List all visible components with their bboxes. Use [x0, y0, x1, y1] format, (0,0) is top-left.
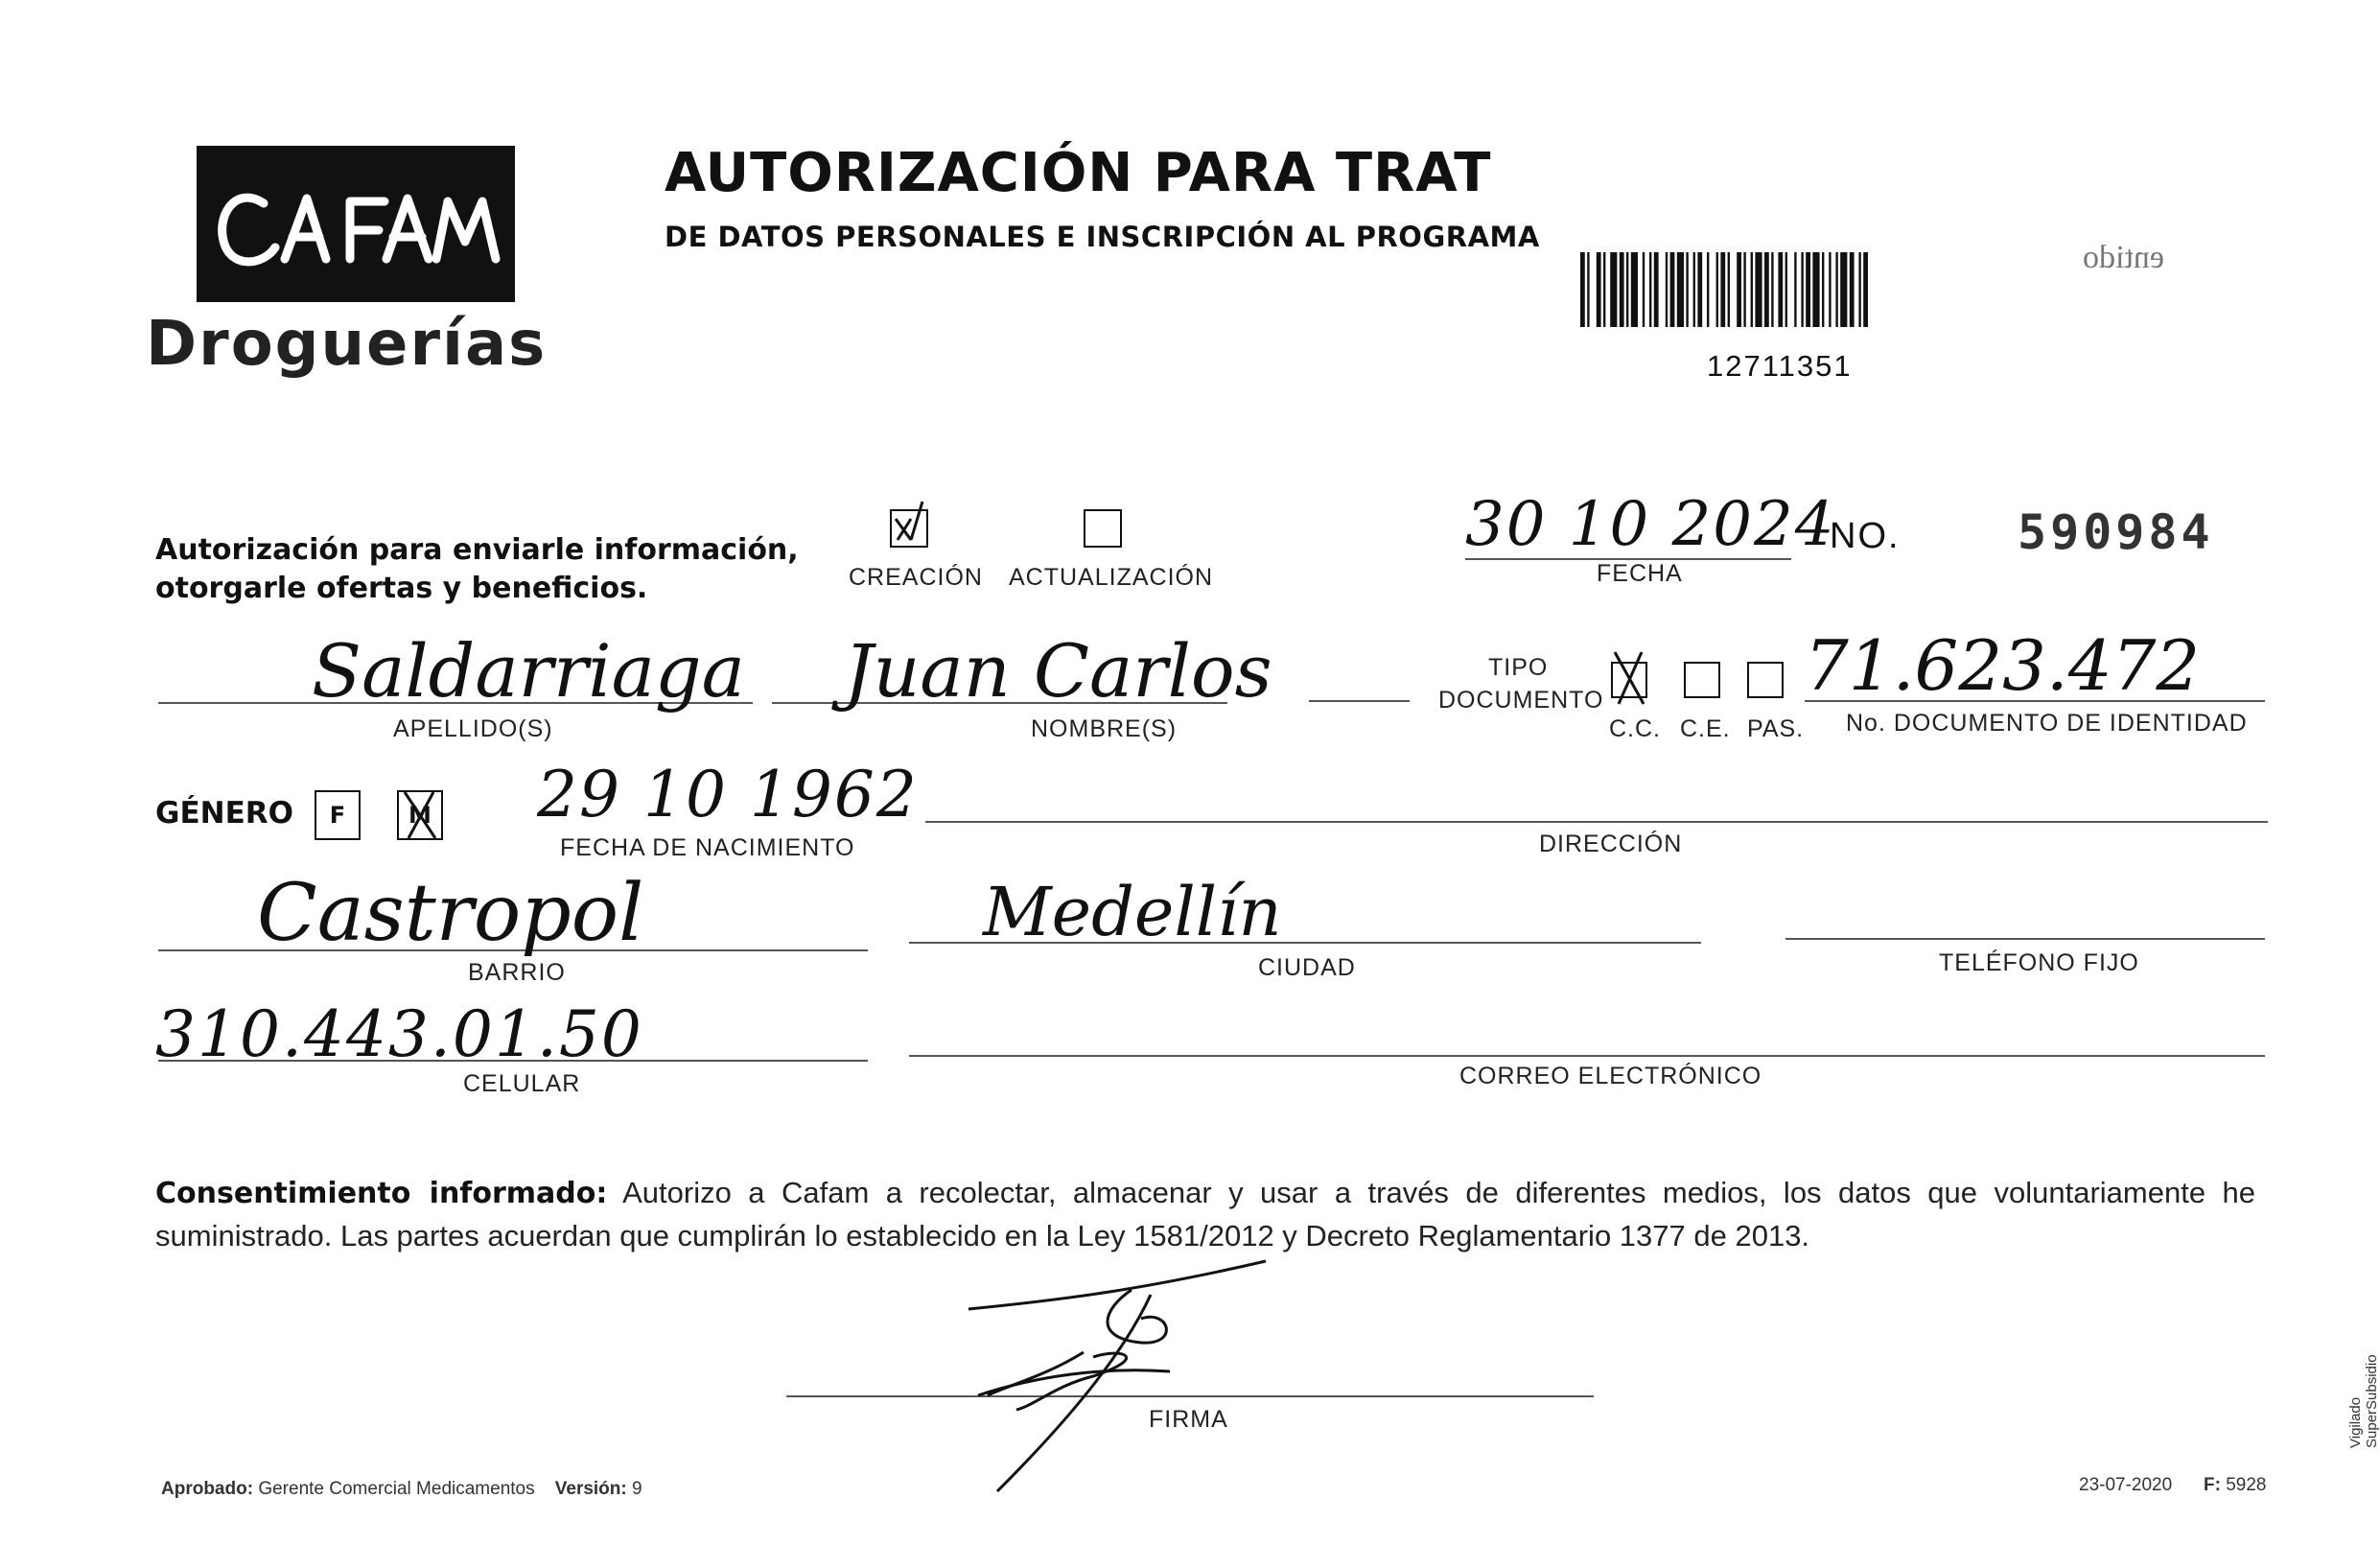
barcode-bar: [1643, 252, 1645, 327]
documento-line: [1805, 700, 2265, 702]
aprobado-value: Gerente Comercial Medicamentos: [258, 1479, 535, 1499]
barcode-number: 12711351: [1707, 349, 1853, 383]
barcode-bar: [1858, 252, 1860, 327]
form-subtitle: DE DATOS PERSONALES E INSCRIPCIÓN AL PROGRAMA: [665, 221, 1540, 253]
barcode-bar: [1693, 252, 1695, 327]
nacimiento-value: 29 10 1962: [537, 758, 919, 831]
footer-date: 23-07-2020: [2079, 1475, 2173, 1495]
form-title: AUTORIZACIÓN PARA TRAT: [665, 142, 1492, 204]
barcode-bar: [1720, 252, 1725, 327]
barcode-bar: [1626, 252, 1628, 327]
barcode-bar: [1812, 252, 1819, 327]
ce-label: C.E.: [1680, 715, 1731, 742]
actualizacion-label: ACTUALIZACIÓN: [1009, 564, 1214, 591]
barrio-value: Castropol: [257, 868, 644, 959]
barcode-bar: [1631, 252, 1638, 327]
pas-checkbox[interactable]: [1747, 662, 1784, 698]
cc-label: C.C.: [1609, 715, 1661, 742]
barcode-bar: [1670, 252, 1675, 327]
creacion-checkbox[interactable]: [890, 509, 928, 548]
tipo-documento-line: [1309, 700, 1410, 702]
barcode-bar: [1707, 252, 1709, 327]
barcode-bar: [1863, 252, 1868, 327]
apellidos-value: Saldarriaga: [312, 628, 745, 714]
ciudad-value: Medellín: [983, 873, 1282, 951]
actualizacion-checkbox[interactable]: [1084, 509, 1122, 548]
form-value: 5928: [2226, 1475, 2267, 1495]
pas-label: PAS.: [1747, 715, 1805, 742]
barcode-bar: [1610, 252, 1617, 327]
version-value: 9: [632, 1479, 642, 1499]
nombres-value: Juan Carlos: [844, 628, 1272, 714]
barcode-bar: [1835, 252, 1837, 327]
cc-checkbox[interactable]: [1611, 662, 1647, 698]
barcode-bar: [1850, 252, 1855, 327]
genero-m-checkbox[interactable]: [397, 790, 443, 840]
logo-subtitle: Droguerías: [146, 309, 548, 380]
barcode-bar: [1597, 252, 1601, 327]
barcode-bar: [1728, 252, 1730, 327]
side-vigilado-text: Vigilado SuperSubsidio: [2347, 1354, 2380, 1448]
stray-mirrored-text: entido: [2083, 240, 2164, 275]
barcode-bar: [1587, 252, 1589, 327]
celular-value: 310.443.01.50: [155, 997, 643, 1071]
ce-checkbox[interactable]: [1684, 662, 1720, 698]
barcode-bar: [1716, 252, 1718, 327]
telefono-label: TELÉFONO FIJO: [1939, 949, 2139, 976]
barcode-bar: [1751, 252, 1753, 327]
fecha-label: FECHA: [1597, 560, 1683, 587]
barcode-bar: [1794, 252, 1796, 327]
genero-f-checkbox[interactable]: [315, 790, 361, 840]
barcode-bar: [1603, 252, 1605, 327]
authorization-prompt-line2: otorgarle ofertas y beneficios.: [155, 572, 648, 605]
creacion-label: CREACIÓN: [849, 564, 983, 591]
barcode-bar: [1829, 252, 1831, 327]
documento-value: 71.623.472: [1805, 625, 2201, 706]
documento-label: No. DOCUMENTO DE IDENTIDAD: [1846, 710, 2248, 737]
cross-mark-icon: [1609, 646, 1651, 708]
barcode-bar: [1620, 252, 1624, 327]
barcode-bar: [1778, 252, 1783, 327]
barcode-bar: [1737, 252, 1741, 327]
barcode-bar: [1697, 252, 1702, 327]
logo-wordmark-icon: [197, 146, 515, 302]
consent-body: Autorizo a Cafam a recolectar, almacenar y usar a través de diferentes medios, los datos que voluntariamente he suministrado. Las partes acuerdan que cumplirán lo establecido en la Ley 1581/2012 y Decreto Reglamentario 1377 de 2013.: [155, 1176, 2255, 1252]
barcode-bar: [1771, 252, 1773, 327]
barcode-bar: [1785, 252, 1787, 327]
genero-f-letter: F: [329, 802, 346, 829]
barcode-bar: [1764, 252, 1769, 327]
genero-m-letter: M: [408, 802, 432, 829]
celular-label: CELULAR: [463, 1070, 581, 1097]
footer-form-code: [2204, 1475, 2267, 1496]
tipo-documento-label-1: TIPO: [1488, 654, 1549, 681]
footer-approval: [161, 1479, 642, 1500]
barrio-label: BARRIO: [468, 959, 566, 986]
barcode-bar: [1840, 252, 1847, 327]
barcode-bar: [1649, 252, 1651, 327]
barcode-icon: [1580, 252, 1952, 327]
no-value: 590984: [2018, 504, 2214, 560]
barcode-bar: [1822, 252, 1824, 327]
barcode-bar: [1580, 252, 1585, 327]
correo-label: CORREO ELECTRÓNICO: [1459, 1063, 1762, 1089]
correo-line: [909, 1055, 2265, 1057]
barcode-bar: [1677, 252, 1684, 327]
consent-paragraph: [155, 1172, 2255, 1257]
barcode-bar: [1654, 252, 1659, 327]
apellidos-label: APELLIDO(S): [393, 715, 553, 742]
barcode-bar: [1755, 252, 1762, 327]
firma-label: FIRMA: [1149, 1406, 1228, 1433]
cafam-logo: [197, 146, 515, 302]
telefono-line: [1785, 938, 2265, 940]
tipo-documento-label-2: DOCUMENTO: [1438, 687, 1604, 714]
form-label: F:: [2204, 1475, 2221, 1495]
signature-image: [949, 1252, 1295, 1501]
barcode-bar: [1806, 252, 1810, 327]
nombres-label: NOMBRE(S): [1031, 715, 1178, 742]
consent-heading: Consentimiento informado:: [155, 1177, 608, 1210]
version-label: Versión:: [554, 1479, 627, 1499]
direccion-line: [925, 821, 2268, 823]
fecha-value: 30 10 2024: [1465, 489, 1836, 560]
barcode-bar: [1801, 252, 1803, 327]
no-label: NO.: [1830, 516, 1901, 556]
aprobado-label: Aprobado:: [161, 1479, 254, 1499]
authorization-prompt-line1: Autorización para enviarle información,: [155, 533, 799, 567]
barcode-bar: [1686, 252, 1688, 327]
nacimiento-label: FECHA DE NACIMIENTO: [560, 834, 855, 861]
genero-label: GÉNERO: [155, 796, 293, 831]
direccion-label: DIRECCIÓN: [1539, 831, 1683, 857]
barcode-bar: [1666, 252, 1668, 327]
check-mark-icon: [890, 498, 928, 544]
barcode-bar: [1743, 252, 1745, 327]
ciudad-label: CIUDAD: [1258, 954, 1356, 981]
cross-mark-icon: [397, 786, 443, 842]
